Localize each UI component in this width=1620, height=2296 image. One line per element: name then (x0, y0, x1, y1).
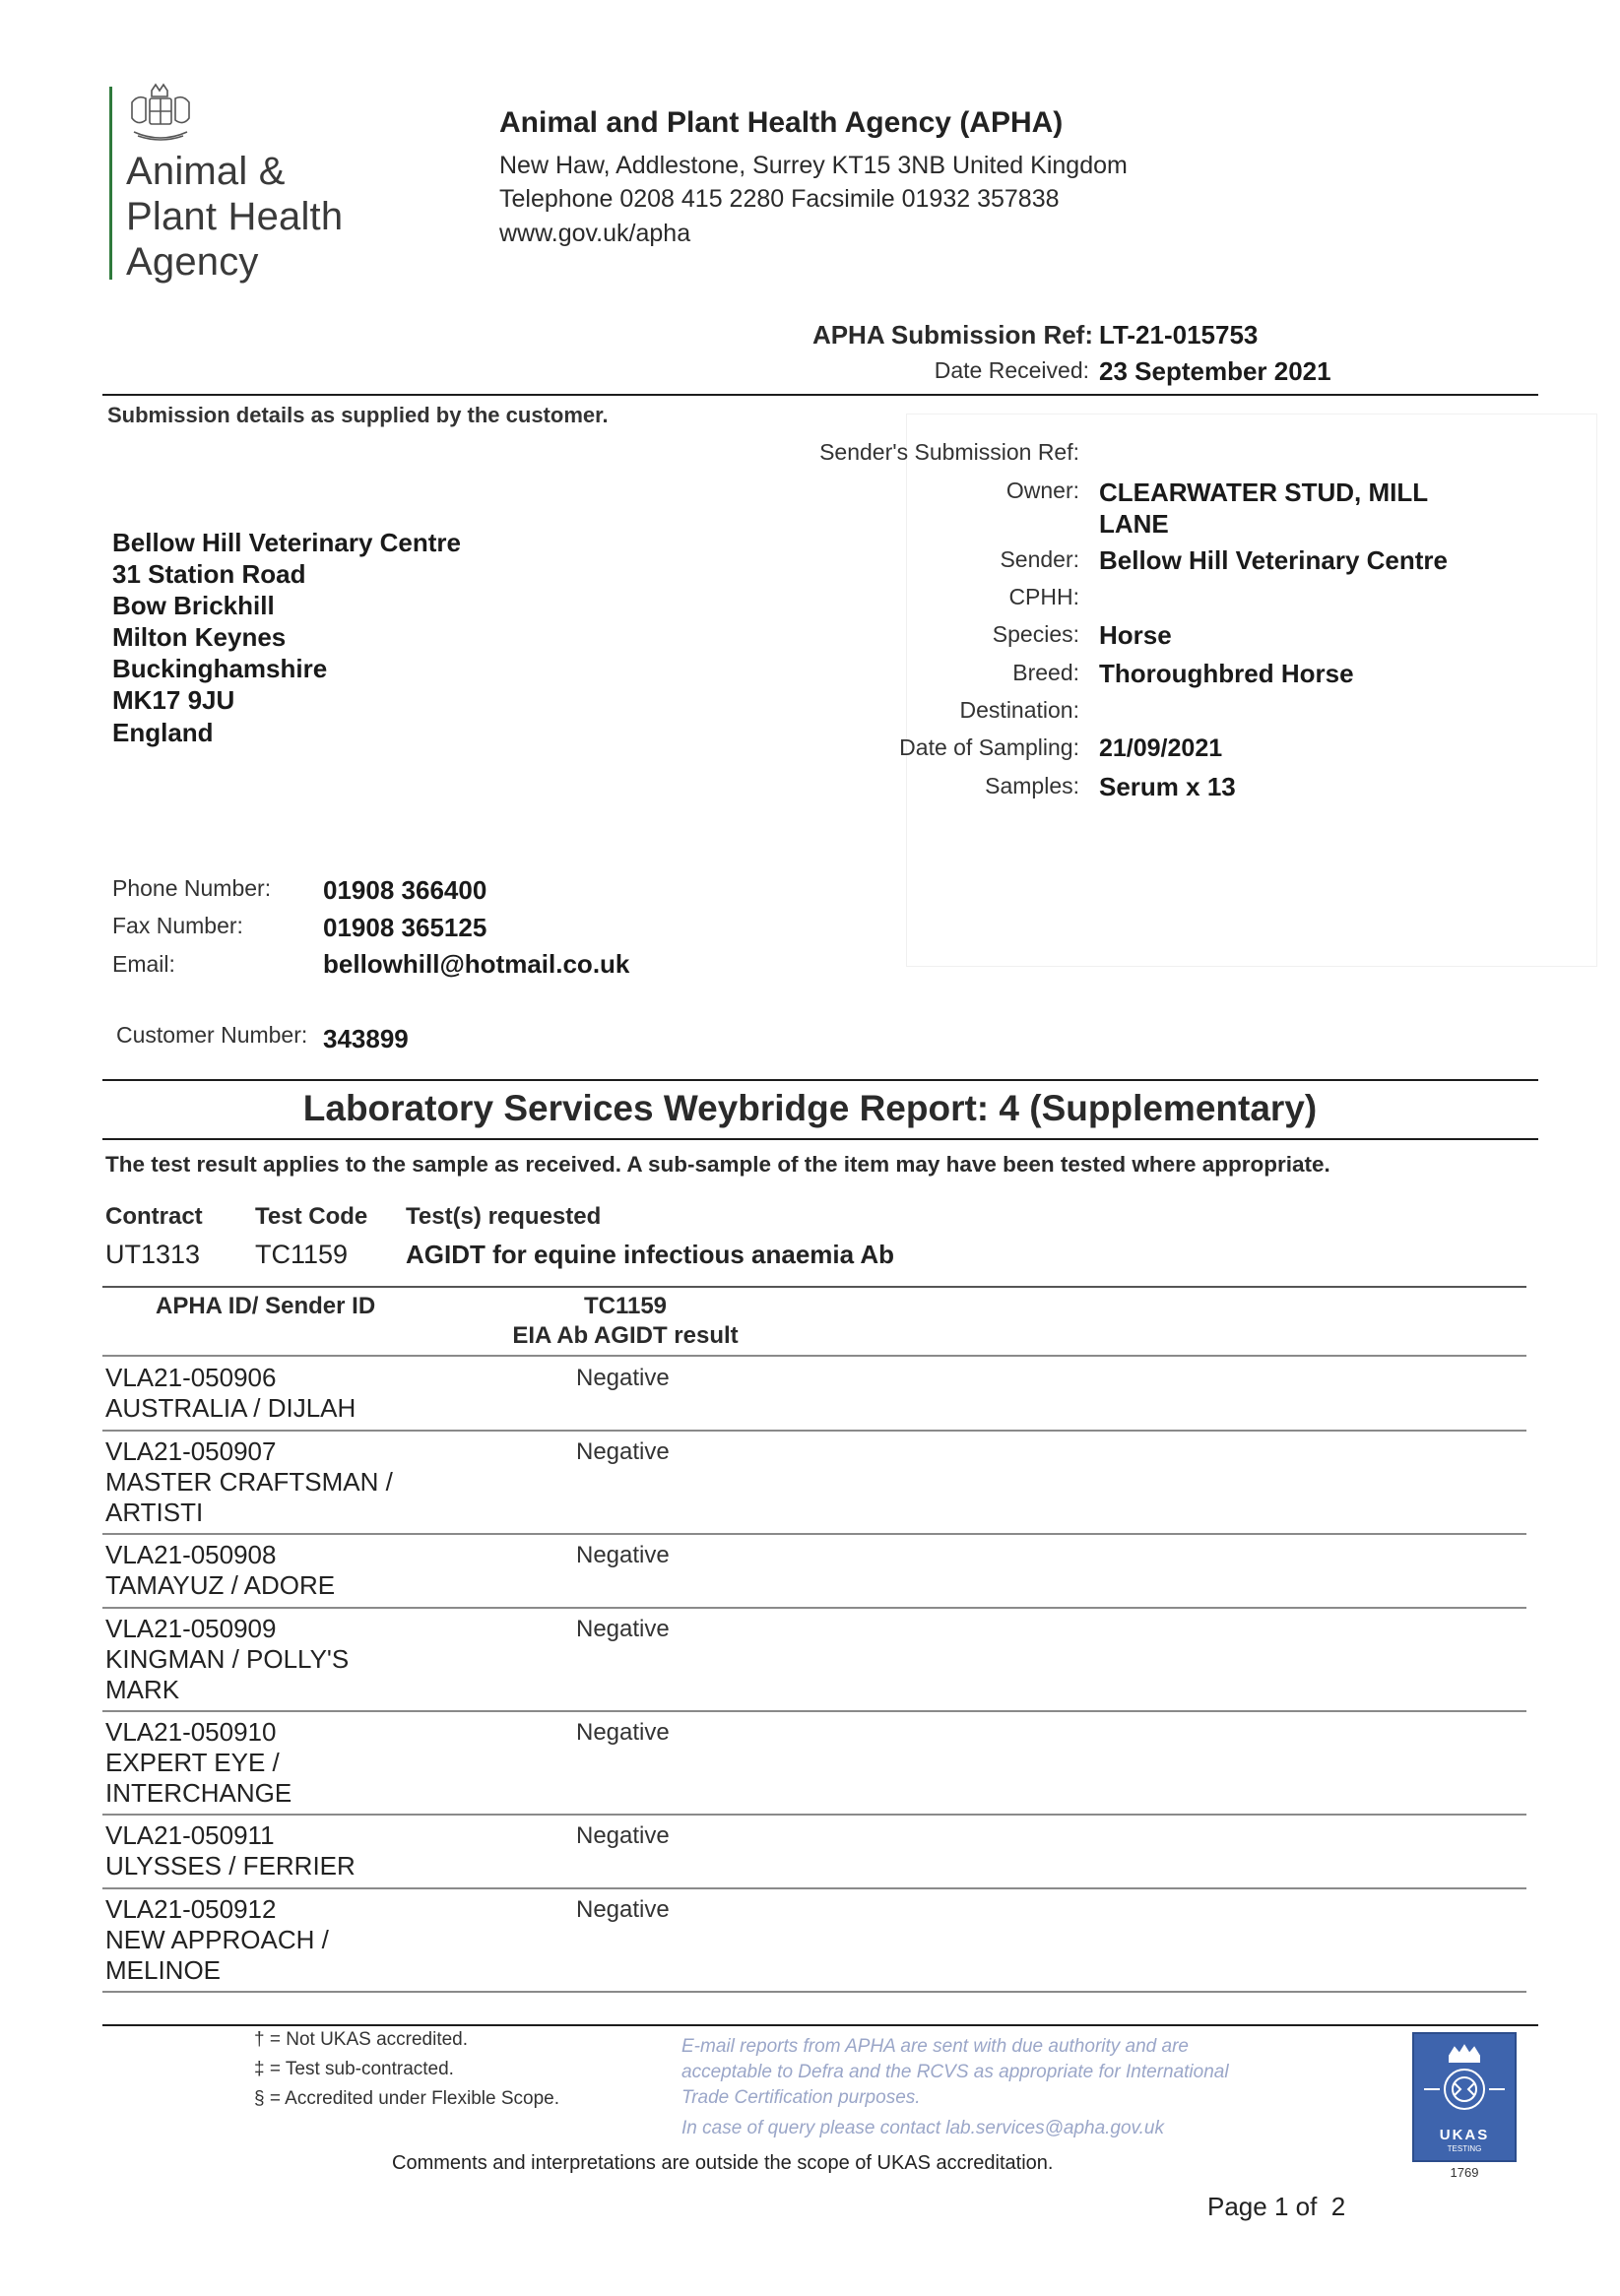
table-row-7-id (105, 1894, 430, 1986)
row-divider (102, 1533, 1526, 1535)
ukas-logo (1412, 2032, 1517, 2162)
sender-id-line: ULYSSES / FERRIER (105, 1851, 356, 1881)
address-line-2: 31 Station Road (112, 559, 306, 589)
cphh-label: CPHH: (1008, 584, 1079, 609)
table-row-6-result: Negative (576, 1822, 670, 1849)
date-received-value: 23 September 2021 (1099, 356, 1331, 386)
sender-id-line: INTERCHANGE (105, 1778, 292, 1808)
row-divider (102, 1814, 1526, 1816)
agency-website: www.gov.uk/apha (499, 220, 691, 247)
date-received-label: Date Received: (934, 357, 1089, 383)
row-divider (102, 1991, 1526, 1993)
apha-id: VLA21-050908 (105, 1540, 277, 1569)
result-column-header-line2: EIA Ab AGIDT result (512, 1322, 739, 1349)
agency-telephone: Telephone 0208 415 2280 Facsimile 01932 357838 (499, 185, 1060, 213)
row-divider (102, 1430, 1526, 1432)
ukas-crown-icon (1414, 2034, 1515, 2129)
apha-id: VLA21-050911 (105, 1820, 275, 1850)
submission-ref-label: APHA Submission Ref: (811, 320, 1093, 350)
phone-value: 01908 366400 (323, 875, 487, 905)
footnote-flexible-scope: § = Accredited under Flexible Scope. (254, 2088, 559, 2109)
sender-id-line: MARK (105, 1675, 180, 1704)
sender-id-line: NEW APPROACH / (105, 1925, 329, 1954)
agency-address: New Haw, Addlestone, Surrey KT15 3NB United Kingdom (499, 152, 1128, 179)
table-row-3-result: Negative (576, 1542, 670, 1568)
email-note-line-1: E-mail reports from APHA are sent with due authority and are (681, 2036, 1189, 2057)
table-row-1-result: Negative (576, 1365, 670, 1391)
table-row-2-result: Negative (576, 1438, 670, 1465)
sender-label: Sender: (1000, 546, 1079, 572)
samples-label: Samples: (985, 773, 1079, 798)
logo-bar (109, 87, 112, 280)
apha-id: VLA21-050910 (105, 1717, 277, 1747)
header-divider (102, 394, 1538, 396)
footnote-subcontracted: ‡ = Test sub-contracted. (254, 2059, 454, 2079)
breed-label: Breed: (1012, 660, 1079, 685)
sender-id-line: ARTISTI (105, 1498, 204, 1527)
report-top-rule (102, 1079, 1538, 1081)
address-line-3: Bow Brickhill (112, 591, 275, 620)
email-value[interactable]: bellowhill@hotmail.co.uk (323, 949, 630, 979)
owner-label: Owner: (1005, 478, 1079, 503)
table-row-5-id (105, 1717, 430, 1809)
sender-ref-label: Sender's Submission Ref: (819, 439, 1079, 465)
sender-value: Bellow Hill Veterinary Centre (1099, 545, 1449, 575)
page-number: Page 1 of 2 (1207, 2192, 1346, 2221)
table-row-4-result: Negative (576, 1616, 670, 1642)
email-note-line-2: acceptable to Defra and the RCVS as appropriate for International (681, 2062, 1229, 2082)
results-top-rule (102, 1286, 1526, 1288)
submission-ref-value: LT-21-015753 (1099, 320, 1259, 350)
sender-id-line: TAMAYUZ / ADORE (105, 1570, 336, 1600)
supplied-note: Submission details as supplied by the customer. (107, 403, 609, 427)
breed-value: Thoroughbred Horse (1099, 659, 1354, 688)
fax-value: 01908 365125 (323, 913, 487, 942)
sampling-date-label: Date of Sampling: (899, 734, 1079, 760)
sampling-date-value: 21/09/2021 (1099, 734, 1223, 762)
results-header-rule (102, 1355, 1526, 1357)
address-line-1: Bellow Hill Veterinary Centre (112, 528, 462, 557)
table-row-6-id (105, 1820, 430, 1881)
address-line-5: Buckinghamshire (112, 654, 328, 683)
apha-id: VLA21-050912 (105, 1894, 277, 1924)
samples-value: Serum x 13 (1099, 772, 1236, 801)
applies-note: The test result applies to the sample as received. A sub-sample of the item may have been tested where appropriate. (105, 1152, 1330, 1177)
address-line-6: MK17 9JU (112, 685, 235, 715)
sender-id-line: MASTER CRAFTSMAN / (105, 1467, 393, 1497)
logo-text-line-3: Agency (126, 240, 259, 284)
customer-number-value: 343899 (323, 1024, 409, 1053)
ukas-logo-subtext: TESTING (1447, 2144, 1482, 2153)
ukas-number: 1769 (1450, 2165, 1479, 2180)
contract-value: UT1313 (105, 1240, 201, 1269)
logo-text-line-1: Animal & (126, 150, 286, 193)
customer-number-label: Customer Number: (116, 1022, 308, 1048)
species-value: Horse (1099, 620, 1172, 650)
table-row-4-id (105, 1614, 430, 1705)
report-bottom-rule (102, 1138, 1538, 1140)
owner-value: CLEARWATER STUD, MILL LANE (1099, 478, 1428, 539)
ukas-logo-text: UKAS (1439, 2127, 1490, 2143)
address-line-7: England (112, 718, 214, 747)
table-row-7-result: Negative (576, 1896, 670, 1923)
test-code-value: TC1159 (255, 1240, 349, 1269)
query-note: In case of query please contact lab.services@apha.gov.uk (681, 2118, 1164, 2138)
table-row-1-id (105, 1363, 430, 1424)
destination-label: Destination: (959, 697, 1079, 723)
test-requested-value: AGIDT for equine infectious anaemia Ab (406, 1240, 894, 1269)
table-row-5-result: Negative (576, 1719, 670, 1746)
apha-id: VLA21-050907 (105, 1436, 277, 1466)
species-label: Species: (992, 621, 1079, 647)
result-column-header-line1: TC1159 (583, 1293, 668, 1319)
row-divider (102, 1710, 1526, 1712)
table-row-2-id (105, 1436, 430, 1528)
id-column-header: APHA ID/ Sender ID (156, 1293, 376, 1319)
table-row-3-id (105, 1540, 430, 1601)
sender-id-line: EXPERT EYE / (105, 1748, 280, 1777)
apha-id: VLA21-050909 (105, 1614, 277, 1643)
phone-label: Phone Number: (112, 875, 272, 901)
logo-text-line-2: Plant Health (126, 195, 344, 238)
footnote-not-ukas: † = Not UKAS accredited. (254, 2029, 469, 2050)
footer-rule (102, 2024, 1538, 2026)
ukas-statement: Comments and interpretations are outside the scope of UKAS accreditation. (392, 2152, 1054, 2174)
sender-id-line: MELINOE (105, 1955, 222, 1985)
royal-crest-icon (124, 83, 199, 144)
sender-id-line: AUSTRALIA / DIJLAH (105, 1393, 356, 1423)
email-label: Email: (112, 951, 175, 977)
fax-label: Fax Number: (112, 913, 243, 938)
row-divider (102, 1607, 1526, 1609)
test-code-header: Test Code (255, 1203, 368, 1230)
apha-id: VLA21-050906 (105, 1363, 277, 1392)
row-divider (102, 1887, 1526, 1889)
address-line-4: Milton Keynes (112, 622, 287, 652)
email-note-line-3: Trade Certification purposes. (681, 2087, 921, 2108)
tests-requested-header: Test(s) requested (406, 1203, 602, 1230)
contract-header: Contract (105, 1203, 203, 1230)
sender-id-line: KINGMAN / POLLY'S (105, 1644, 350, 1674)
agency-title: Animal and Plant Health Agency (APHA) (499, 106, 1064, 139)
report-title: Laboratory Services Weybridge Report: 4 (Supplementary) (302, 1088, 1318, 1128)
